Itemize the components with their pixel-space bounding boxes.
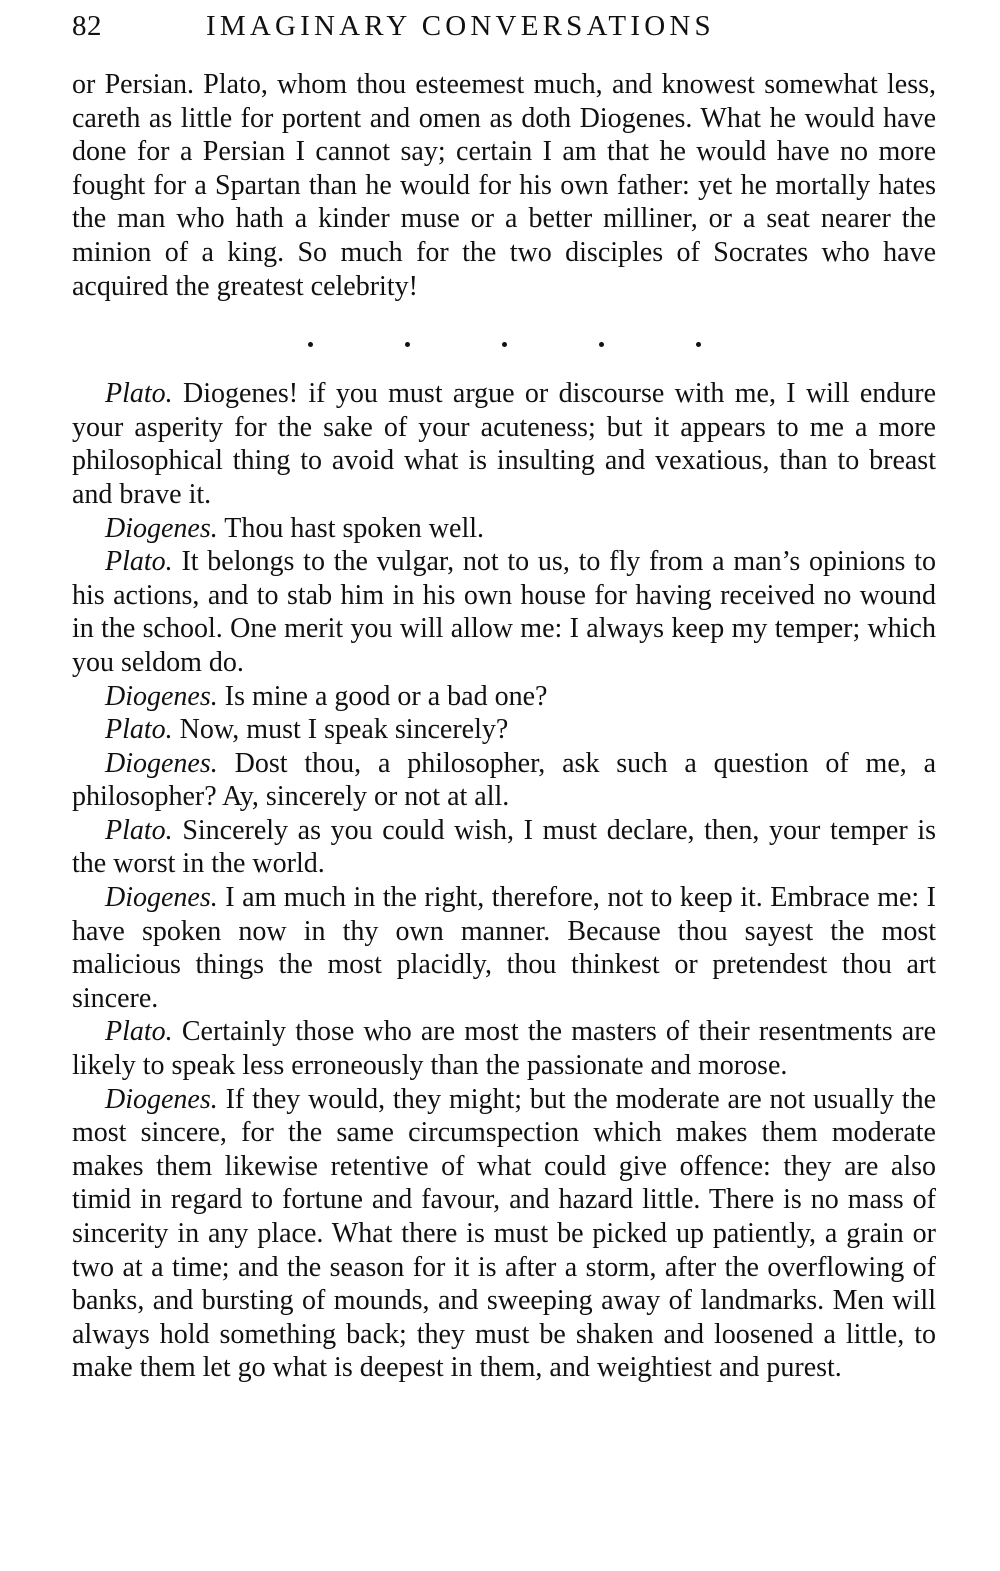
speaker-name: Plato.	[105, 378, 173, 410]
page-number: 82	[72, 10, 102, 42]
section-break	[72, 303, 936, 375]
speech-text: Dost thou, a philosopher, ask such a question of me, a philosopher? Ay, sincerely or not at all.	[72, 747, 937, 813]
speech-text: If they would, they might; but the moderate are not usually the most sincere, for the same circumspection which makes them moderate makes them likewise retentive of what could give offence: they are also timid in regard to fortune and favour, and hazard little. There is no mass of sincerity in any place. What there is must be picked up patiently, a grain or two at a time; and the season for it is after a storm, after the overflowing of banks, and bursting of mounds, and sweeping away of landmarks. Men will always hold something back; they must be shaken and loosened a little, to make them let go what is deepest in them, and weightiest and purest.	[72, 1083, 936, 1384]
speech-text: It belongs to the vulgar, not to us, to fly from a man’s opinions to his actions, and to stab him in his own house for having received no wound in the school. One merit you will allow me: I always keep my temper; which you seldom do.	[72, 546, 936, 678]
dialogue-speech	[72, 377, 936, 511]
speaker-name: Plato.	[105, 714, 173, 746]
speaker-name: Diogenes.	[105, 882, 218, 914]
dialogue-speech	[72, 1015, 936, 1082]
dialogue-speech	[72, 1083, 936, 1385]
section-break-dot	[696, 342, 701, 347]
section-break-dot	[308, 342, 313, 347]
intro-paragraph: or Persian. Plato, whom thou esteemest much, and knowest somewhat less, careth as little for portent and omen as doth Diogenes. What he would have done for a Persian I cannot say; certain I am that he would have no more fought for a Spartan than he would for his own father: yet he mortally hates the man who hath a kinder muse or a better milliner, or a seat nearer the minion of a king. So much for the two disciples of Socrates who have acquired the greatest celebrity!	[72, 69, 936, 302]
book-title: IMAGINARY CONVERSATIONS	[206, 10, 715, 42]
section-break-dot	[405, 342, 410, 347]
speech-text: Certainly those who are most the masters of their resentments are likely to speak less erroneously than the passionate and morose.	[72, 1016, 936, 1082]
dialogue	[72, 377, 936, 1385]
body-text	[72, 68, 936, 1385]
speech-text: Thou hast spoken well.	[224, 512, 485, 544]
speaker-name: Diogenes.	[105, 680, 218, 712]
section-break-dot	[599, 342, 604, 347]
speaker-name: Diogenes.	[105, 747, 218, 779]
speech-text: Sincerely as you could wish, I must declare, then, your temper is the worst in the world.	[72, 814, 936, 880]
dialogue-speech	[72, 680, 936, 714]
dialogue-speech	[72, 512, 936, 546]
speaker-name: Plato.	[105, 1016, 173, 1048]
speech-text: I am much in the right, therefore, not to keep it. Embrace me: I have spoken now in thy own manner. Because thou sayest the most malicious things the most placidly, thou thinkest or pretendest thou art sincere.	[72, 882, 937, 1014]
speaker-name: Diogenes.	[105, 1083, 218, 1115]
speech-text: Diogenes! if you must argue or discourse with me, I will endure your asperity for the sake of your acuteness; but it appears to me a more philosophical thing to avoid what is insulting and vexatious, than to breast and brave it.	[72, 378, 936, 510]
dialogue-speech	[72, 747, 936, 814]
running-head	[72, 10, 812, 50]
dialogue-speech	[72, 545, 936, 679]
speech-text: Is mine a good or a bad one?	[224, 680, 548, 712]
dialogue-speech	[72, 713, 936, 747]
dialogue-speech	[72, 814, 936, 881]
speaker-name: Plato.	[105, 546, 173, 578]
speech-text: Now, must I speak sincerely?	[179, 714, 509, 746]
section-break-dot	[502, 342, 507, 347]
dialogue-speech	[72, 881, 936, 1015]
speaker-name: Diogenes.	[105, 512, 218, 544]
speaker-name: Plato.	[105, 814, 173, 846]
